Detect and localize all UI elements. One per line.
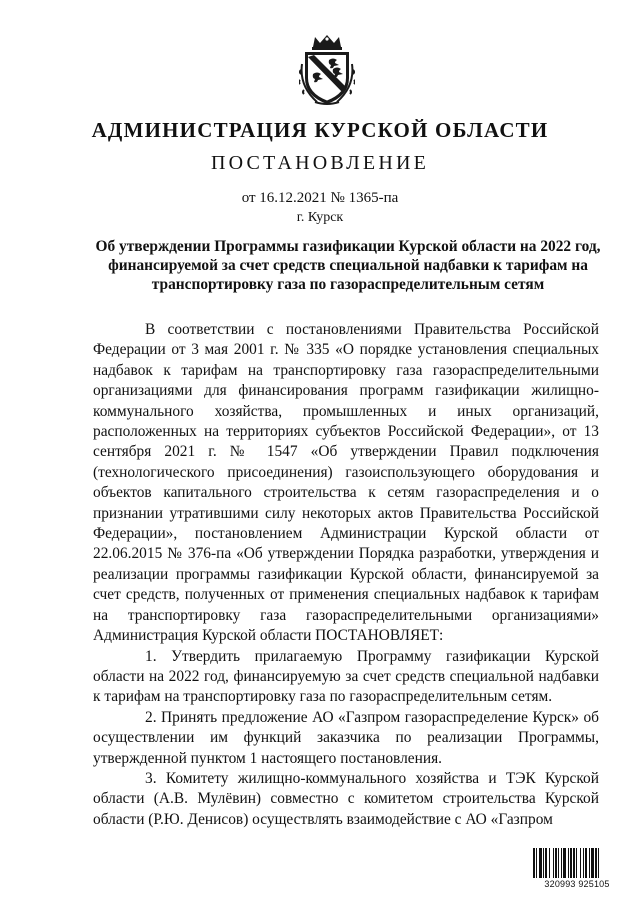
kursk-coat-of-arms-icon [299, 34, 355, 106]
document-type: ПОСТАНОВЛЕНИЕ [210, 152, 430, 174]
document-title: Об утверждении Программы газификации Курской области на 2022 год, финансируемой за счет средств специальной надбавки к тарифам на транспортировку газа по газораспределительным сетям [95, 238, 601, 293]
organization-name: АДМИНИСТРАЦИЯ КУРСКОЙ ОБЛАСТИ [91, 118, 549, 142]
clause-2-paragraph: 2. Принять предложение АО «Газпром газораспределение Курск» об осуществлении им функций заказчика по реализации Программы, утвержденной пунктом 1 настоящего постановления. [93, 708, 599, 767]
barcode [533, 848, 621, 888]
preamble-paragraph: В соответствии с постановлениями Правительства Российской Федерации от 3 мая 2001 г. № 335 «О порядке установления специальных надбавок к тарифам на транспортировку газа газораспределительными организациями для финансирования программ газификации жилищно-коммунального хозяйства, промышленных и иных организаций, расположенных на территориях субъектов Российской Федерации», от 13 сентября 2021 г. № 1547 «Об утверждении Правил подключения (технологического присоединения) газоиспользующего оборудования и объектов капитального строительства к сетям газораспределения и о признании утратившими силу некоторых актов Правительства Российской Федерации», постановлением Администрации Курской области от 22.06.2015 № 376-па «Об утверждении Порядка разработки, утверждения и реализации программы газификации Курской области, финансируемой за счет средств, полученных от применения специальных надбавок к тарифам на транспортировку газа газораспределительными организациями» Администрация Курской области ПОСТАНОВЛЯЕТ: [93, 321, 599, 645]
clause-1-paragraph: 1. Утвердить прилагаемую Программу газификации Курской области на 2022 год, финансируемую за счет средств специальной надбавки к тарифам на транспортировку газа по газораспределительным сетям. [93, 647, 599, 706]
date-and-number: от 16.12.2021 № 1365-па [241, 190, 399, 206]
barcode-number: 320993 925105 [533, 879, 621, 889]
barcode-icon [533, 848, 621, 878]
document-body [93, 320, 599, 830]
clause-3-paragraph: 3. Комитету жилищно-коммунального хозяйства и ТЭК Курской области (А.В. Мулёвин) совместно с комитетом строительства Курской области (Р.Ю. Денисов) осуществлять взаимодействие с АО «Газпром [93, 769, 599, 828]
city: г. Курск [296, 210, 344, 225]
